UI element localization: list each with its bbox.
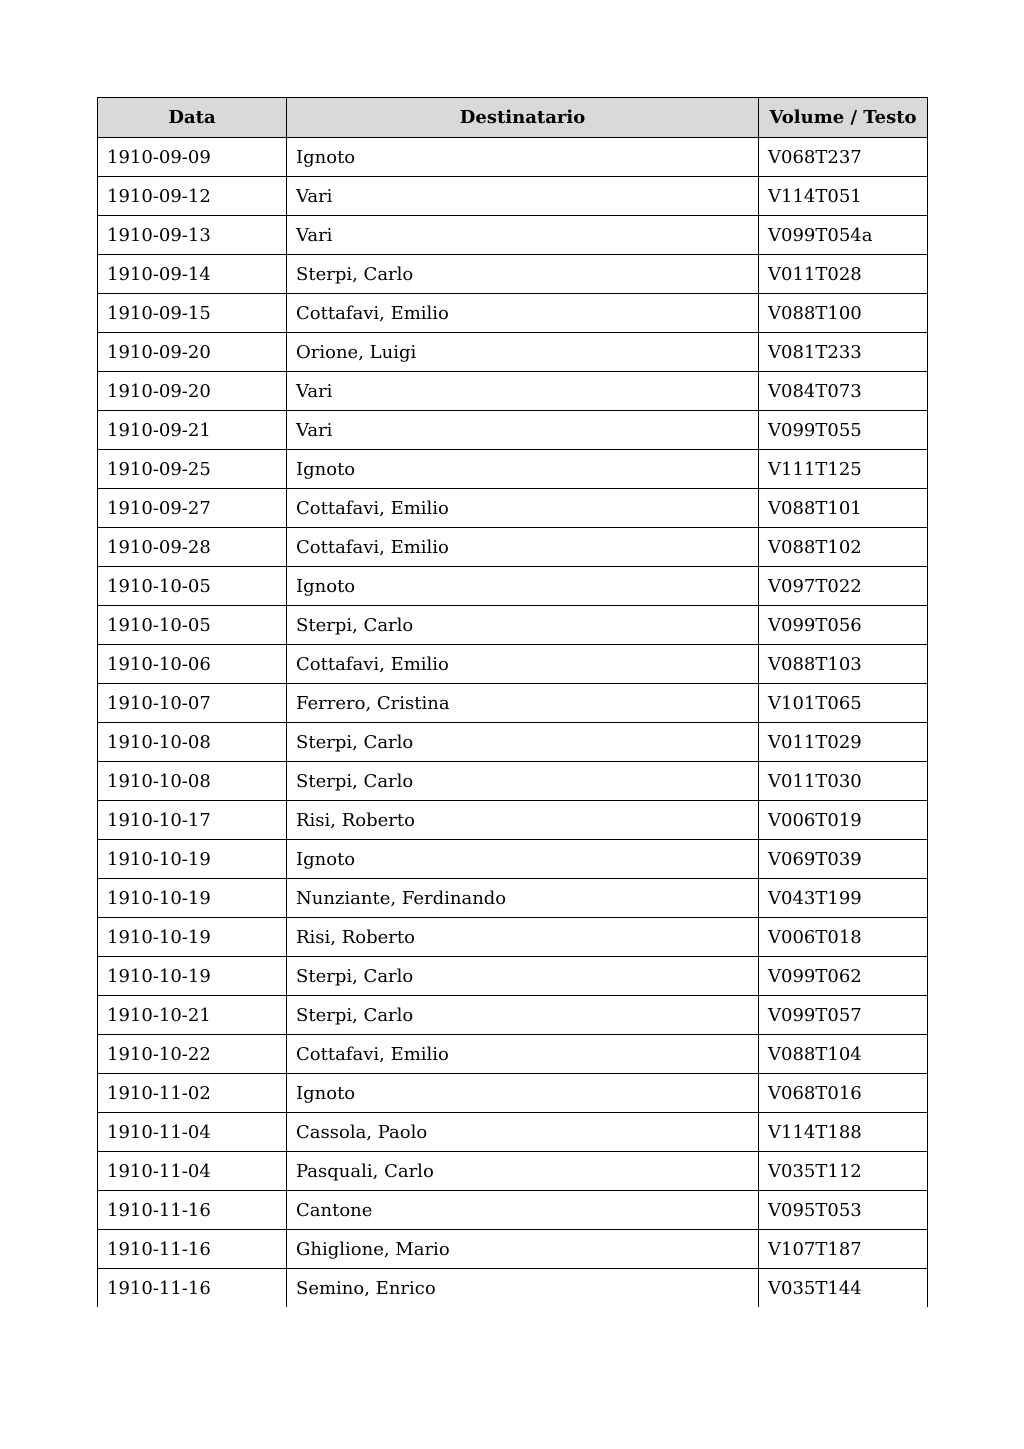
table-row [98,723,928,762]
cell-volume-text: V011T030 [759,762,928,801]
cell-volume-text: V088T102 [759,528,928,567]
table-row [98,450,928,489]
table-row [98,294,928,333]
cell-recipient: Cottafavi, Emilio [287,294,759,333]
cell-recipient: Cassola, Paolo [287,1113,759,1152]
table-header-row [98,98,928,138]
cell-date: 1910-09-20 [98,372,287,411]
cell-date: 1910-09-13 [98,216,287,255]
cell-volume-text: V006T018 [759,918,928,957]
cell-date: 1910-10-22 [98,1035,287,1074]
cell-date: 1910-10-19 [98,918,287,957]
cell-date: 1910-09-12 [98,177,287,216]
cell-recipient: Semino, Enrico [287,1269,759,1308]
cell-date: 1910-10-08 [98,723,287,762]
letters-table [97,97,928,1307]
cell-volume-text: V068T237 [759,138,928,177]
cell-volume-text: V081T233 [759,333,928,372]
cell-date: 1910-09-21 [98,411,287,450]
cell-volume-text: V035T144 [759,1269,928,1308]
table-row [98,333,928,372]
table-row [98,801,928,840]
cell-volume-text: V011T028 [759,255,928,294]
cell-date: 1910-09-09 [98,138,287,177]
cell-date: 1910-11-16 [98,1230,287,1269]
cell-volume-text: V111T125 [759,450,928,489]
cell-date: 1910-10-06 [98,645,287,684]
cell-date: 1910-11-02 [98,1074,287,1113]
cell-recipient: Vari [287,411,759,450]
cell-date: 1910-10-17 [98,801,287,840]
column-header-data: Data [98,98,287,138]
table-row [98,957,928,996]
cell-date: 1910-09-25 [98,450,287,489]
cell-recipient: Ignoto [287,1074,759,1113]
cell-volume-text: V099T062 [759,957,928,996]
table-row [98,567,928,606]
table-row [98,879,928,918]
cell-recipient: Sterpi, Carlo [287,996,759,1035]
cell-volume-text: V101T065 [759,684,928,723]
cell-volume-text: V069T039 [759,840,928,879]
table-row [98,996,928,1035]
table-row [98,606,928,645]
cell-volume-text: V097T022 [759,567,928,606]
cell-volume-text: V099T054a [759,216,928,255]
table-row [98,1074,928,1113]
cell-recipient: Ignoto [287,138,759,177]
cell-date: 1910-10-05 [98,606,287,645]
cell-volume-text: V099T056 [759,606,928,645]
cell-date: 1910-09-14 [98,255,287,294]
table-row [98,216,928,255]
cell-volume-text: V095T053 [759,1191,928,1230]
cell-recipient: Ferrero, Cristina [287,684,759,723]
cell-recipient: Cottafavi, Emilio [287,645,759,684]
table-row [98,1191,928,1230]
cell-volume-text: V088T103 [759,645,928,684]
table-row [98,1269,928,1308]
table-row [98,255,928,294]
document-page [97,97,927,1307]
cell-date: 1910-11-04 [98,1152,287,1191]
cell-date: 1910-10-07 [98,684,287,723]
cell-recipient: Sterpi, Carlo [287,957,759,996]
cell-recipient: Nunziante, Ferdinando [287,879,759,918]
column-header-volume-testo: Volume / Testo [759,98,928,138]
cell-volume-text: V068T016 [759,1074,928,1113]
table-row [98,1230,928,1269]
cell-date: 1910-09-15 [98,294,287,333]
cell-date: 1910-10-19 [98,957,287,996]
cell-date: 1910-11-16 [98,1191,287,1230]
table-row [98,177,928,216]
cell-date: 1910-10-08 [98,762,287,801]
table-row [98,138,928,177]
table-row [98,840,928,879]
cell-volume-text: V107T187 [759,1230,928,1269]
table-row [98,684,928,723]
cell-volume-text: V114T188 [759,1113,928,1152]
cell-recipient: Sterpi, Carlo [287,255,759,294]
cell-volume-text: V099T057 [759,996,928,1035]
cell-volume-text: V088T104 [759,1035,928,1074]
table-row [98,1113,928,1152]
cell-recipient: Cottafavi, Emilio [287,1035,759,1074]
table-row [98,489,928,528]
cell-recipient: Sterpi, Carlo [287,723,759,762]
table-row [98,528,928,567]
cell-volume-text: V099T055 [759,411,928,450]
cell-recipient: Orione, Luigi [287,333,759,372]
cell-recipient: Ghiglione, Mario [287,1230,759,1269]
cell-date: 1910-09-28 [98,528,287,567]
cell-date: 1910-10-05 [98,567,287,606]
cell-volume-text: V011T029 [759,723,928,762]
cell-recipient: Risi, Roberto [287,918,759,957]
table-row [98,1035,928,1074]
cell-volume-text: V088T101 [759,489,928,528]
cell-recipient: Ignoto [287,840,759,879]
cell-recipient: Cottafavi, Emilio [287,489,759,528]
cell-date: 1910-10-19 [98,840,287,879]
table-row [98,411,928,450]
table-body [98,138,928,1308]
table-row [98,1152,928,1191]
cell-recipient: Sterpi, Carlo [287,606,759,645]
cell-volume-text: V006T019 [759,801,928,840]
cell-date: 1910-11-04 [98,1113,287,1152]
cell-recipient: Vari [287,177,759,216]
cell-recipient: Pasquali, Carlo [287,1152,759,1191]
table-row [98,645,928,684]
cell-recipient: Sterpi, Carlo [287,762,759,801]
cell-date: 1910-09-20 [98,333,287,372]
cell-volume-text: V043T199 [759,879,928,918]
cell-recipient: Ignoto [287,567,759,606]
cell-recipient: Cantone [287,1191,759,1230]
cell-volume-text: V114T051 [759,177,928,216]
cell-recipient: Vari [287,372,759,411]
cell-recipient: Cottafavi, Emilio [287,528,759,567]
cell-recipient: Risi, Roberto [287,801,759,840]
cell-volume-text: V084T073 [759,372,928,411]
cell-date: 1910-10-19 [98,879,287,918]
table-row [98,372,928,411]
cell-date: 1910-09-27 [98,489,287,528]
table-row [98,918,928,957]
cell-recipient: Vari [287,216,759,255]
table-row [98,762,928,801]
cell-volume-text: V035T112 [759,1152,928,1191]
cell-date: 1910-10-21 [98,996,287,1035]
cell-recipient: Ignoto [287,450,759,489]
cell-date: 1910-11-16 [98,1269,287,1308]
cell-volume-text: V088T100 [759,294,928,333]
column-header-destinatario: Destinatario [287,98,759,138]
